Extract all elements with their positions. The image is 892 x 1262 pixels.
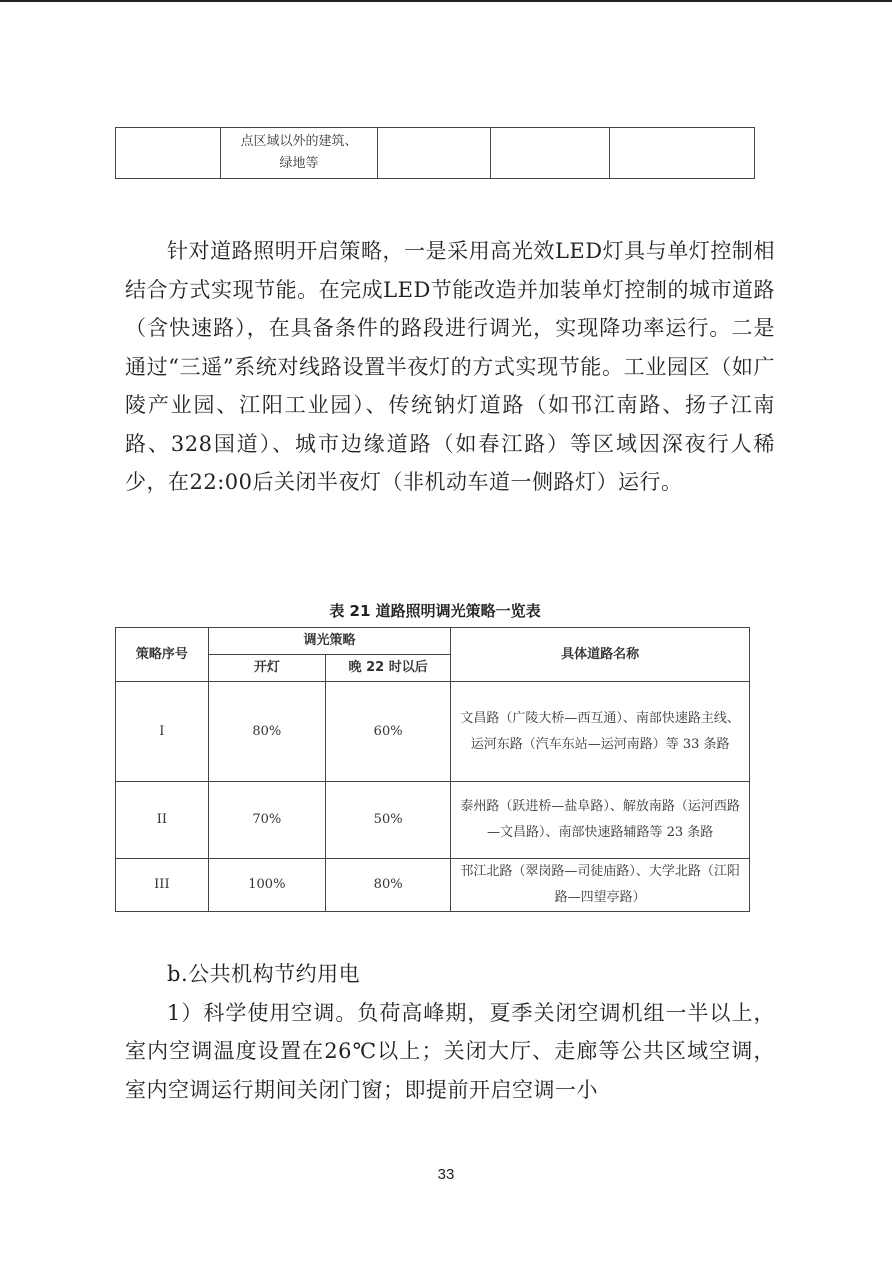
table-row xyxy=(116,682,750,782)
header-roads: 具体道路名称 xyxy=(451,628,750,682)
table-header-row xyxy=(116,628,750,655)
on-cell: 100% xyxy=(208,859,325,912)
table-cell xyxy=(491,128,610,179)
roads-cell: 泰州路（跃进桥—盐阜路）、解放南路（运河西路—文昌路）、南部快速路辅路等 23 条路 xyxy=(451,782,750,859)
table-caption: 表 21 道路照明调光策略一览表 xyxy=(329,602,541,620)
roads-cell: 邗江北路（翠岗路—司徒庙路）、大学北路（江阳路—四望亭路） xyxy=(451,859,750,912)
table-row xyxy=(116,859,750,912)
body-section xyxy=(125,955,775,1109)
body-paragraph xyxy=(125,232,775,502)
roads-cell: 文昌路（广陵大桥—西互通）、南部快速路主线、运河东路（汽车东站—运河南路）等 33 条路 xyxy=(451,682,750,782)
header-dimming: 调光策略 xyxy=(208,628,451,655)
dimming-strategy-table xyxy=(115,627,750,912)
table-cell xyxy=(610,128,755,179)
table-row xyxy=(116,128,755,179)
continuation-table xyxy=(115,127,755,179)
seq-cell: II xyxy=(116,782,209,859)
table-cell: 点区域以外的建筑、 绿地等 xyxy=(221,128,378,179)
header-after22: 晚 22 时以后 xyxy=(325,655,450,682)
on-cell: 80% xyxy=(208,682,325,782)
header-seq: 策略序号 xyxy=(116,628,209,682)
table-row xyxy=(116,782,750,859)
section-heading: b.公共机构节约用电 xyxy=(167,962,361,986)
after22-cell: 80% xyxy=(325,859,450,912)
table-cell xyxy=(116,128,221,179)
seq-cell: III xyxy=(116,859,209,912)
after22-cell: 50% xyxy=(325,782,450,859)
seq-cell: I xyxy=(116,682,209,782)
after22-cell: 60% xyxy=(325,682,450,782)
page-number: 33 xyxy=(437,1166,455,1183)
top-border xyxy=(0,0,892,2)
table-cell xyxy=(378,128,491,179)
header-on: 开灯 xyxy=(208,655,325,682)
on-cell: 70% xyxy=(208,782,325,859)
paragraph-road-lighting: 针对道路照明开启策略，一是采用高光效LED灯具与单灯控制相结合方式实现节能。在完成LED节能改造并加装单灯控制的城市道路（含快速路），在具备条件的路段进行调光，实现降功率运行。二是通过“三遥”系统对线路设置半夜灯的方式实现节能。工业园区（如广陵产业园、江阳工业园）、传统钠灯道路（如邗江南路、扬子江南路、328国道）、城市边缘道路（如春江路）等区域因深夜行人稀少，在22:00后关闭半夜灯（非机动车道一侧路灯）运行。 xyxy=(125,239,775,494)
paragraph-aircon: 1）科学使用空调。负荷高峰期，夏季关闭空调机组一半以上，室内空调温度设置在26℃以上；关闭大厅、走廊等公共区域空调，室内空调运行期间关闭门窗；即提前开启空调一小 xyxy=(125,1000,775,1102)
